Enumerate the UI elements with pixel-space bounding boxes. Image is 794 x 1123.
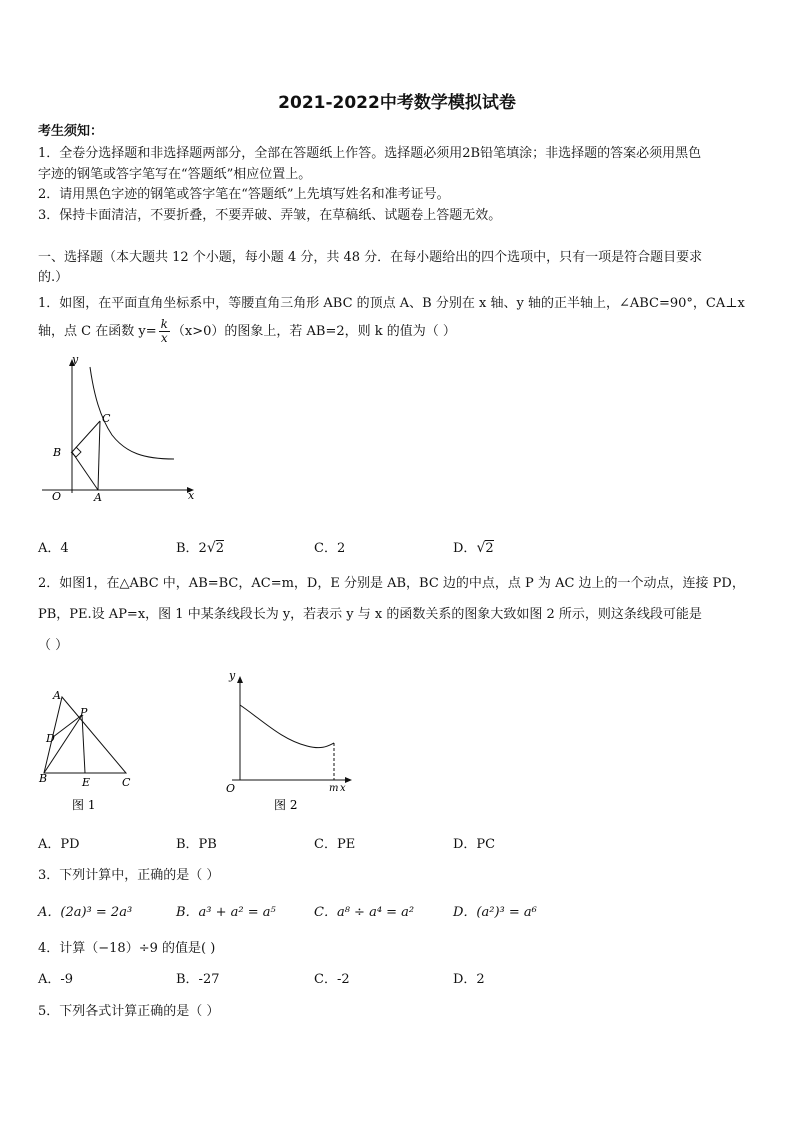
fraction-k-over-x — [159, 318, 170, 345]
label-c: C — [102, 412, 111, 425]
label-y: y — [72, 355, 79, 366]
q3-option-c[interactable]: C．a⁸ ÷ a⁴ = a² — [314, 905, 415, 920]
notice-item: 3．保持卡面清洁，不要折叠，不要弄破、弄皱，在草稿纸、试题卷上答题无效。 — [38, 208, 502, 223]
q4-option-a[interactable]: A．-9 — [38, 972, 74, 987]
q2-stem: 2．如图1，在△ABC 中，AB=BC，AC=m，D，E 分别是 AB，BC 边的中点，点 P 为 AC 边上的一个动点，连接 PD， — [38, 576, 745, 591]
label-a: A — [53, 689, 61, 702]
q1-option-d[interactable] — [453, 537, 494, 556]
q1-stem-post: （x>0）的图象上，若 AB=2，则 k 的值为（ ） — [171, 324, 456, 339]
q2-stem-cont: PB，PE.设 AP=x，图 1 中某条线段长为 y，若表示 y 与 x 的函数关系的图象大致如图 2 所示，则这条线段可能是 — [38, 607, 702, 622]
sqrt-icon: √ — [206, 540, 216, 556]
option-label: B．2 — [176, 541, 207, 556]
sqrt-icon: √ — [476, 540, 486, 556]
label-o: O — [52, 490, 62, 503]
q2-option-b[interactable]: B．PB — [176, 837, 217, 852]
q2-figure-1 — [34, 685, 144, 815]
y-axis-arrow — [237, 676, 243, 683]
q4-option-b[interactable]: B．-27 — [176, 972, 220, 987]
q1-stem: 1．如图，在平面直角坐标系中，等腰直角三角形 ABC 的顶点 A、B 分别在 x 轴、y 轴的正半轴上，∠ABC=90°，CA⊥x — [38, 296, 745, 311]
option-label: C．2 — [314, 541, 346, 556]
q4-stem: 4．计算（−18）÷9 的值是( ) — [38, 941, 216, 956]
q3-option-d[interactable]: D．(a²)³ = a⁶ — [453, 905, 537, 920]
q2-stem-paren: （ ） — [38, 638, 69, 653]
q3-option-b[interactable]: B．a³ + a² = a⁵ — [176, 905, 276, 920]
q2-option-a[interactable]: A．PD — [38, 837, 80, 852]
figure-1-caption: 图 1 — [72, 798, 96, 812]
q5-stem: 5．下列各式计算正确的是（ ） — [38, 1004, 220, 1019]
label-m: m — [329, 783, 339, 794]
q1-stem-cont — [38, 318, 456, 345]
label-x: x — [188, 489, 195, 502]
q4-option-c[interactable]: C．-2 — [314, 972, 350, 987]
q3-option-a[interactable]: A．(2a)³ = 2a³ — [38, 905, 133, 920]
label-x: x — [340, 783, 346, 794]
notice-item: 字迹的钢笔或答字笔写在“答题纸”相应位置上。 — [38, 167, 312, 182]
q1-option-b[interactable] — [176, 537, 224, 556]
q1-option-c[interactable] — [314, 537, 345, 556]
notice-heading: 考生须知： — [38, 124, 104, 139]
q4-option-d[interactable]: D．2 — [453, 972, 485, 987]
label-e: E — [82, 776, 91, 789]
q2-option-c[interactable]: C．PE — [314, 837, 356, 852]
q1-option-a[interactable] — [38, 537, 69, 556]
q1-figure — [34, 355, 204, 505]
option-label: A．4 — [38, 541, 69, 556]
q3-stem: 3．下列计算中，正确的是（ ） — [38, 868, 220, 883]
label-p: P — [80, 706, 88, 719]
notice-item: 2．请用黑色字迹的钢笔或答字笔在“答题纸”上先填写姓名和准考证号。 — [38, 187, 450, 202]
section-heading-cont: 的.） — [38, 270, 69, 285]
q1-stem-pre: 轴，点 C 在函数 y= — [38, 324, 157, 339]
page-title: 2021-2022中考数学模拟试卷 — [278, 93, 516, 113]
label-c: C — [122, 776, 131, 789]
fraction-denominator: x — [160, 331, 168, 345]
option-label: D． — [453, 541, 477, 556]
side-ba — [72, 452, 98, 490]
function-curve — [240, 705, 334, 748]
notice-item: 1．全卷分选择题和非选择题两部分，全部在答题纸上作答。选择题必须用2B铅笔填涂；非选择题的答案必须用黑色 — [38, 146, 702, 161]
sqrt-radicand: 2 — [485, 541, 494, 556]
label-o: O — [226, 782, 236, 795]
figure-2-caption: 图 2 — [274, 798, 298, 812]
x-axis-arrow — [345, 777, 352, 783]
side-ca — [98, 421, 100, 490]
q2-option-d[interactable]: D．PC — [453, 837, 496, 852]
q2-figure-2 — [222, 668, 362, 816]
sqrt-radicand: 2 — [215, 541, 225, 556]
fraction-numerator: k — [160, 317, 168, 331]
label-b: B — [39, 772, 48, 785]
label-b: B — [53, 446, 62, 459]
label-a: A — [94, 491, 102, 504]
label-y: y — [229, 669, 236, 682]
label-d: D — [46, 732, 55, 745]
section-heading: 一、选择题（本大题共 12 个小题，每小题 4 分，共 48 分．在每小题给出的四个选项中，只有一项是符合题目要求 — [38, 250, 703, 265]
